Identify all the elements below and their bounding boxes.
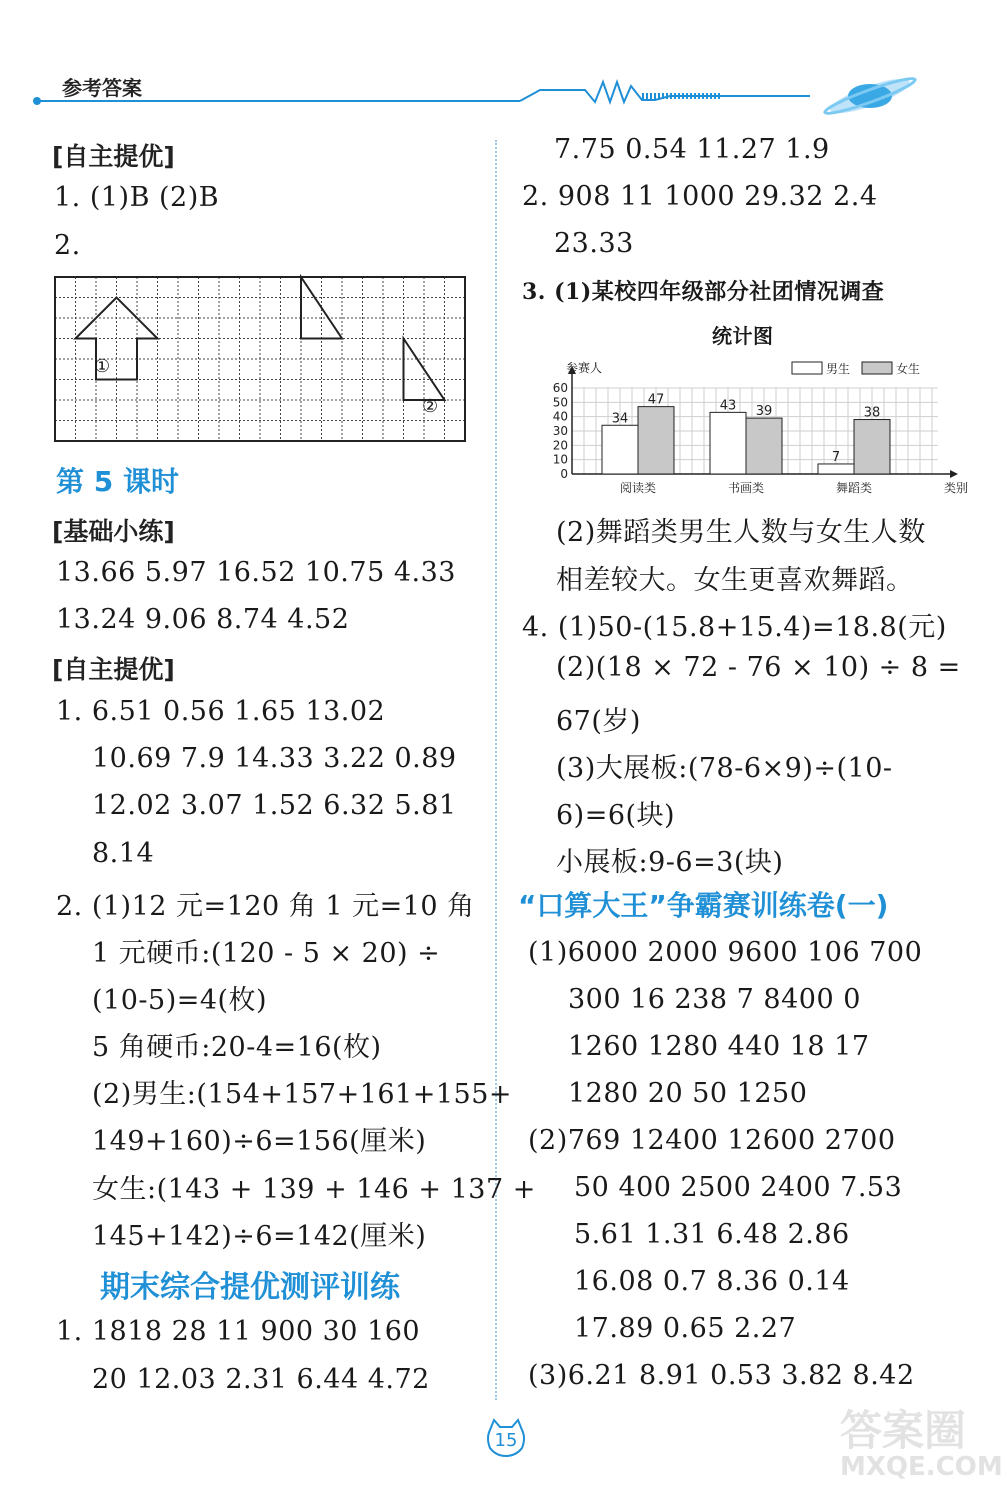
jichu-line: 13.66 5.97 16.52 10.75 4.33 <box>56 557 456 588</box>
q4-line: 4. (1)50-(15.8+15.4)=18.8(元) <box>522 612 947 643</box>
y-tick-label: 40 <box>552 409 568 424</box>
bar-value-label: 39 <box>755 404 773 420</box>
x-axis-arrow <box>950 470 958 478</box>
contest-title: “口算大王”争霸赛训练卷(一) <box>518 889 889 922</box>
contest-line: 300 16 238 7 8400 0 <box>568 984 861 1015</box>
contest-line: (2)769 12400 12600 2700 <box>528 1125 896 1156</box>
contest-line: 16.08 0.7 8.36 0.14 <box>574 1266 850 1297</box>
q4-line: (2)(18 × 72 - 76 × 10) ÷ 8 = <box>556 652 961 683</box>
contest-line: 1260 1280 440 18 17 <box>568 1031 870 1062</box>
shape-label-2: ② <box>422 396 439 417</box>
answer-q2: 2. <box>54 230 81 261</box>
zizhu-line: 10.69 7.9 14.33 3.22 0.89 <box>92 743 457 774</box>
bar <box>638 407 674 474</box>
legend-label: 女生 <box>896 362 921 376</box>
bar <box>710 412 746 474</box>
section-heading-jichu: [基础小练] <box>52 517 175 546</box>
q4-line: 6)=6(块) <box>556 800 676 831</box>
zizhu-line: 女生:(143 + 139 + 146 + 137 + <box>92 1174 536 1205</box>
legend-label: 男生 <box>826 362 851 376</box>
bar-value-label: 34 <box>611 411 629 427</box>
bar <box>818 464 854 474</box>
zizhu-line: (10-5)=4(枚) <box>92 985 268 1016</box>
bar <box>854 420 890 474</box>
y-axis-label: 参赛人 <box>566 361 603 375</box>
right-line: 23.33 <box>554 228 634 259</box>
legend-swatch <box>792 362 822 374</box>
bar <box>602 425 638 474</box>
q4-line: (3)大展板:(78-6×9)÷(10- <box>556 753 893 784</box>
zizhu-line: 2. (1)12 元=120 角 1 元=10 角 <box>56 891 475 922</box>
q3-heading: 3. (1)某校四年级部分社团情况调查 <box>522 279 885 305</box>
q3-answer-line: 相差较大。女生更喜欢舞蹈。 <box>556 565 914 596</box>
grid-drawing <box>54 276 466 439</box>
x-axis-label: 类别 <box>944 481 969 495</box>
y-tick-label: 10 <box>552 452 568 467</box>
column-divider <box>495 140 497 1400</box>
final-line: 1. 1818 28 11 900 30 160 <box>56 1316 421 1347</box>
contest-line: 1280 20 50 1250 <box>568 1078 808 1109</box>
final-line: 20 12.03 2.31 6.44 4.72 <box>92 1364 430 1395</box>
zizhu-line: 1. 6.51 0.56 1.65 13.02 <box>56 696 386 727</box>
bar-value-label: 7 <box>831 449 841 465</box>
contest-line: 17.89 0.65 2.27 <box>574 1313 797 1344</box>
y-tick-label: 30 <box>552 424 568 438</box>
y-tick-label: 20 <box>552 438 568 453</box>
legend-swatch <box>862 362 892 374</box>
category-label: 阅读类 <box>619 481 657 495</box>
bar-chart <box>520 352 969 497</box>
y-tick-label: 50 <box>552 395 568 410</box>
contest-line: 50 400 2500 2400 7.53 <box>574 1172 903 1203</box>
header-title: 参考答案 <box>62 76 142 100</box>
contest-line: 5.61 1.31 6.48 2.86 <box>574 1219 850 1250</box>
q3-answer-line: (2)舞蹈类男生人数与女生人数 <box>556 517 926 548</box>
zizhu-line: 145+142)÷6=142(厘米) <box>92 1221 427 1252</box>
zizhu-line: 1 元硬币:(120 - 5 × 20) ÷ <box>92 938 441 969</box>
zizhu-line: 12.02 3.07 1.52 6.32 5.81 <box>92 790 457 821</box>
final-review-title: 期末综合提优测评训练 <box>100 1270 400 1305</box>
header-decoration <box>30 70 930 120</box>
watermark <box>840 1398 1003 1490</box>
right-line: 7.75 0.54 11.27 1.9 <box>554 134 830 165</box>
bar-value-label: 47 <box>647 392 665 408</box>
y-tick-label: 0 <box>560 467 568 481</box>
section-heading-zizhu-2: [自主提优] <box>52 655 175 684</box>
category-label: 书画类 <box>727 481 765 495</box>
section-heading-zizhu: [自主提优] <box>52 142 175 171</box>
watermark-url: MXQE.COM <box>840 1452 1003 1482</box>
bar-value-label: 38 <box>863 405 881 421</box>
bar <box>746 418 782 474</box>
page-number-badge <box>486 1418 526 1458</box>
contest-line: (3)6.21 8.91 0.53 3.82 8.42 <box>528 1360 915 1391</box>
bar-chart-svg <box>520 352 969 497</box>
contest-line: (1)6000 2000 9600 106 700 <box>528 937 923 968</box>
shape-label-1: ① <box>94 356 111 377</box>
bar-value-label: 43 <box>719 398 737 414</box>
category-label: 舞蹈类 <box>835 481 873 495</box>
zizhu-line: (2)男生:(154+157+161+155+ <box>92 1079 513 1110</box>
zizhu-line: 8.14 <box>92 838 155 869</box>
grid-svg <box>54 276 466 439</box>
y-tick-label: 60 <box>552 381 568 395</box>
answer-q1: 1. (1)B (2)B <box>54 182 220 213</box>
right-line: 2. 908 11 1000 29.32 2.4 <box>522 181 878 212</box>
q4-line: 小展板:9-6=3(块) <box>556 847 784 878</box>
chart-title: 统计图 <box>712 324 774 348</box>
watermark-logo: 答案圈 <box>840 1406 967 1455</box>
zizhu-line: 149+160)÷6=156(厘米) <box>92 1126 427 1157</box>
q4-line: 67(岁) <box>556 706 641 737</box>
page-number: 15 <box>494 1430 518 1451</box>
jichu-line: 13.24 9.06 8.74 4.52 <box>56 604 350 635</box>
lesson-title: 第 5 课时 <box>56 465 179 498</box>
zizhu-line: 5 角硬币:20-4=16(枚) <box>92 1032 382 1063</box>
